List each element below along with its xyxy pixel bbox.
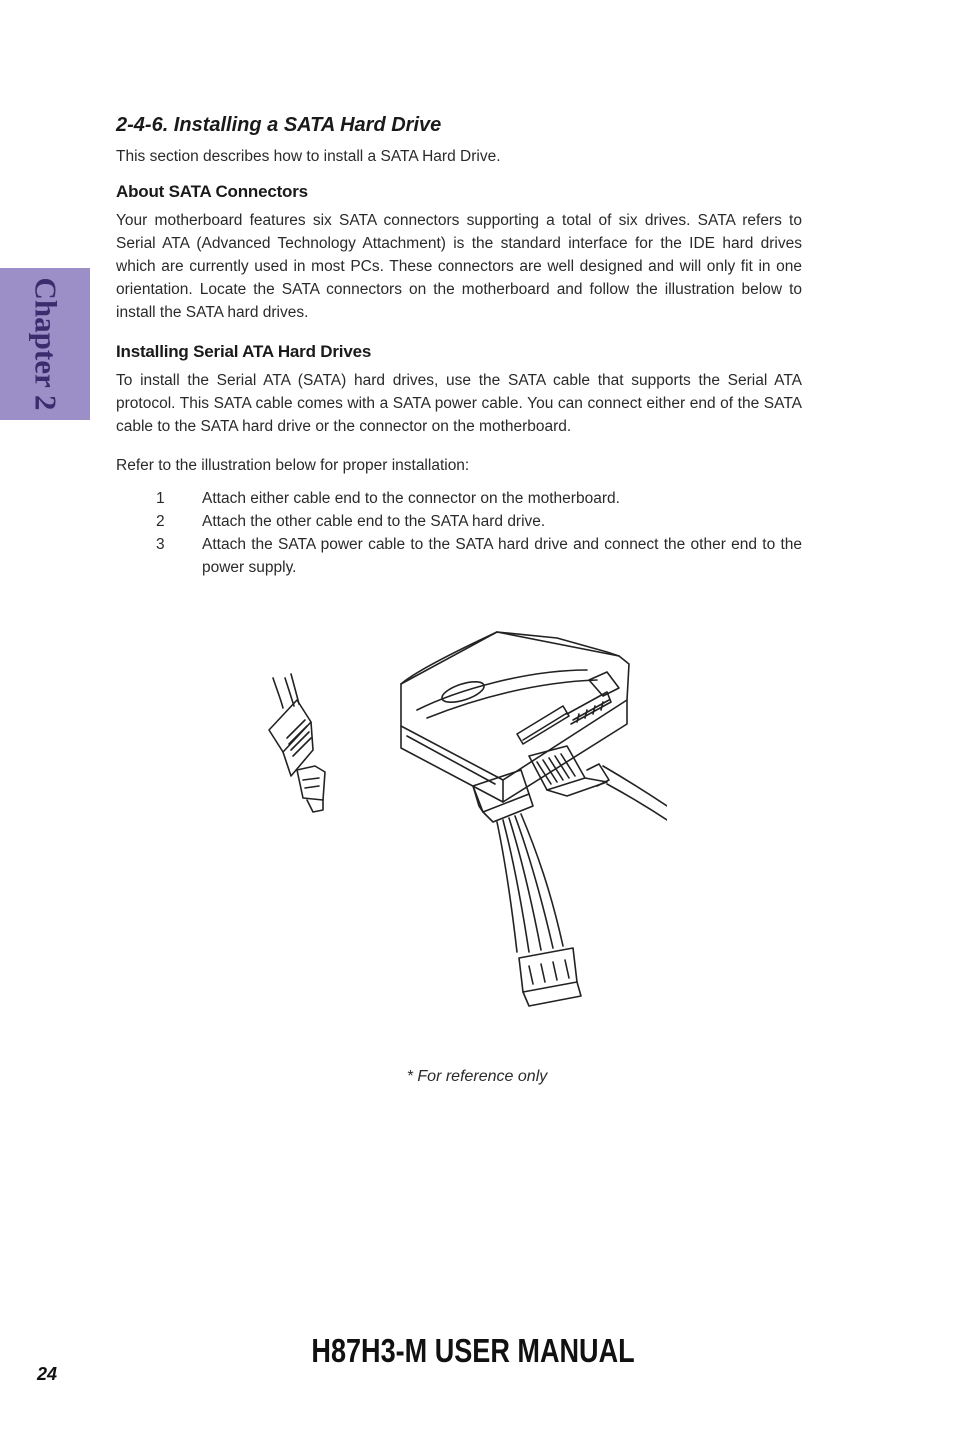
sata-hard-drive-illustration-icon — [267, 630, 667, 1012]
chapter-tab — [0, 268, 90, 420]
step-number: 1 — [156, 490, 165, 507]
list-item — [116, 533, 802, 579]
list-item — [116, 510, 802, 533]
refer-text: Refer to the illustration below for proper installation: — [116, 457, 470, 474]
step-text: Attach the other cable end to the SATA hard drive. — [202, 513, 546, 530]
chapter-label: Chapter 2 — [28, 277, 63, 411]
step-text: Attach either cable end to the connector on the motherboard. — [202, 490, 620, 507]
install-body: To install the Serial ATA (SATA) hard drives, use the SATA cable that supports the Serial ATA protocol. This SATA cable comes with a SATA power cable. You can connect either end of the SATA cable to the SATA hard drive or the connector on the motherboard. — [116, 372, 802, 435]
step-text: Attach the SATA power cable to the SATA hard drive and connect the other end to the power supply. — [202, 536, 802, 576]
step-number: 3 — [156, 536, 165, 553]
step-number: 2 — [156, 513, 165, 530]
list-item — [116, 487, 802, 510]
page-number: 24 — [37, 1364, 58, 1384]
main-content — [116, 114, 802, 579]
section-title: 2-4-6. Installing a SATA Hard Drive — [116, 114, 442, 136]
steps-list — [116, 487, 802, 579]
about-heading: About SATA Connectors — [116, 182, 308, 201]
install-heading: Installing Serial ATA Hard Drives — [116, 342, 372, 361]
manual-title: H87H3-M USER MANUAL — [311, 1332, 635, 1369]
figure-caption: * For reference only — [406, 1068, 548, 1085]
about-body: Your motherboard features six SATA connectors supporting a total of six drives. SATA refers to Serial ATA (Advanced Technology Attachment) is the standard interface for the IDE hard drives which are currently used in most PCs. These connectors are well designed and will only fit in one orientation. Locate the SATA connectors on the motherboard and follow the illustration below to install the SATA hard drives. — [116, 212, 802, 321]
section-intro: This section describes how to install a SATA Hard Drive. — [116, 148, 501, 165]
